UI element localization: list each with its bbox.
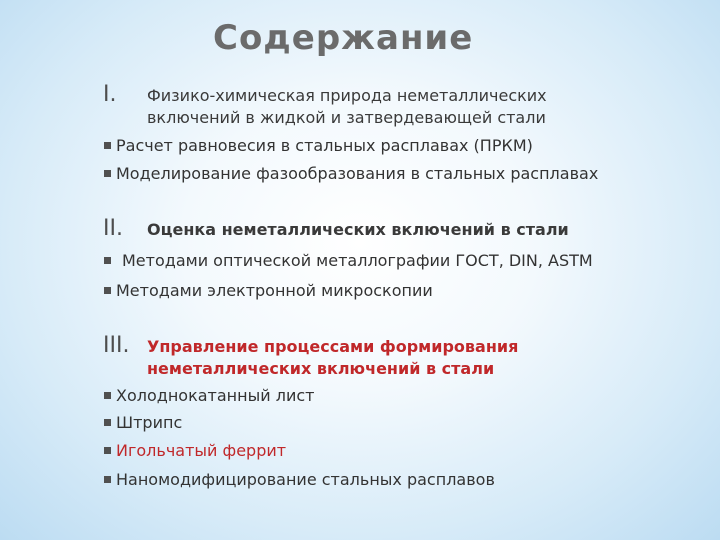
- section-3-heading-line-1: Управление процессами формирования: [147, 337, 519, 356]
- bullet-icon: [104, 419, 111, 426]
- section-2-heading: Оценка неметаллических включений в стали: [147, 220, 569, 239]
- list-item-text: Моделирование фазообразования в стальных расплавах: [116, 164, 599, 183]
- list-item-text: Игольчатый феррит: [116, 441, 287, 460]
- bullet-icon: [104, 392, 111, 399]
- list-item: [104, 281, 433, 300]
- slide-title: Содержание: [213, 18, 474, 58]
- bullet-icon: [104, 170, 111, 177]
- list-item: [104, 164, 598, 183]
- list-item: [104, 470, 495, 489]
- section-numeral-2: II.: [103, 216, 123, 241]
- list-item-text: Штрипс: [116, 413, 183, 432]
- list-item: [104, 136, 533, 155]
- list-item: [104, 251, 593, 270]
- section-numeral-3: III.: [103, 333, 130, 358]
- bullet-icon: [104, 287, 111, 294]
- list-item-text: Методами электронной микроскопии: [116, 281, 433, 300]
- bullet-icon: [104, 142, 111, 149]
- section-3-heading-line-2: неметаллических включений в стали: [147, 359, 495, 378]
- list-item-text: Наномодифицирование стальных расплавов: [116, 470, 495, 489]
- bullet-icon: [104, 476, 111, 483]
- list-item-text: Расчет равновесия в стальных расплавах (ПРКМ): [116, 136, 533, 155]
- list-item: [104, 413, 182, 432]
- list-item-highlighted: [104, 441, 286, 460]
- list-item: [104, 386, 314, 405]
- list-item-text: Методами оптической металлографии ГОСТ, DIN, ASTM: [122, 251, 593, 270]
- bullet-icon: [104, 257, 111, 264]
- list-item-text: Холоднокатанный лист: [116, 386, 315, 405]
- bullet-icon: [104, 447, 111, 454]
- section-1-heading-line-2: включений в жидкой и затвердевающей стали: [147, 108, 546, 127]
- section-1-heading-line-1: Физико-химическая природа неметаллических: [147, 86, 547, 105]
- section-numeral-1: I.: [103, 82, 117, 107]
